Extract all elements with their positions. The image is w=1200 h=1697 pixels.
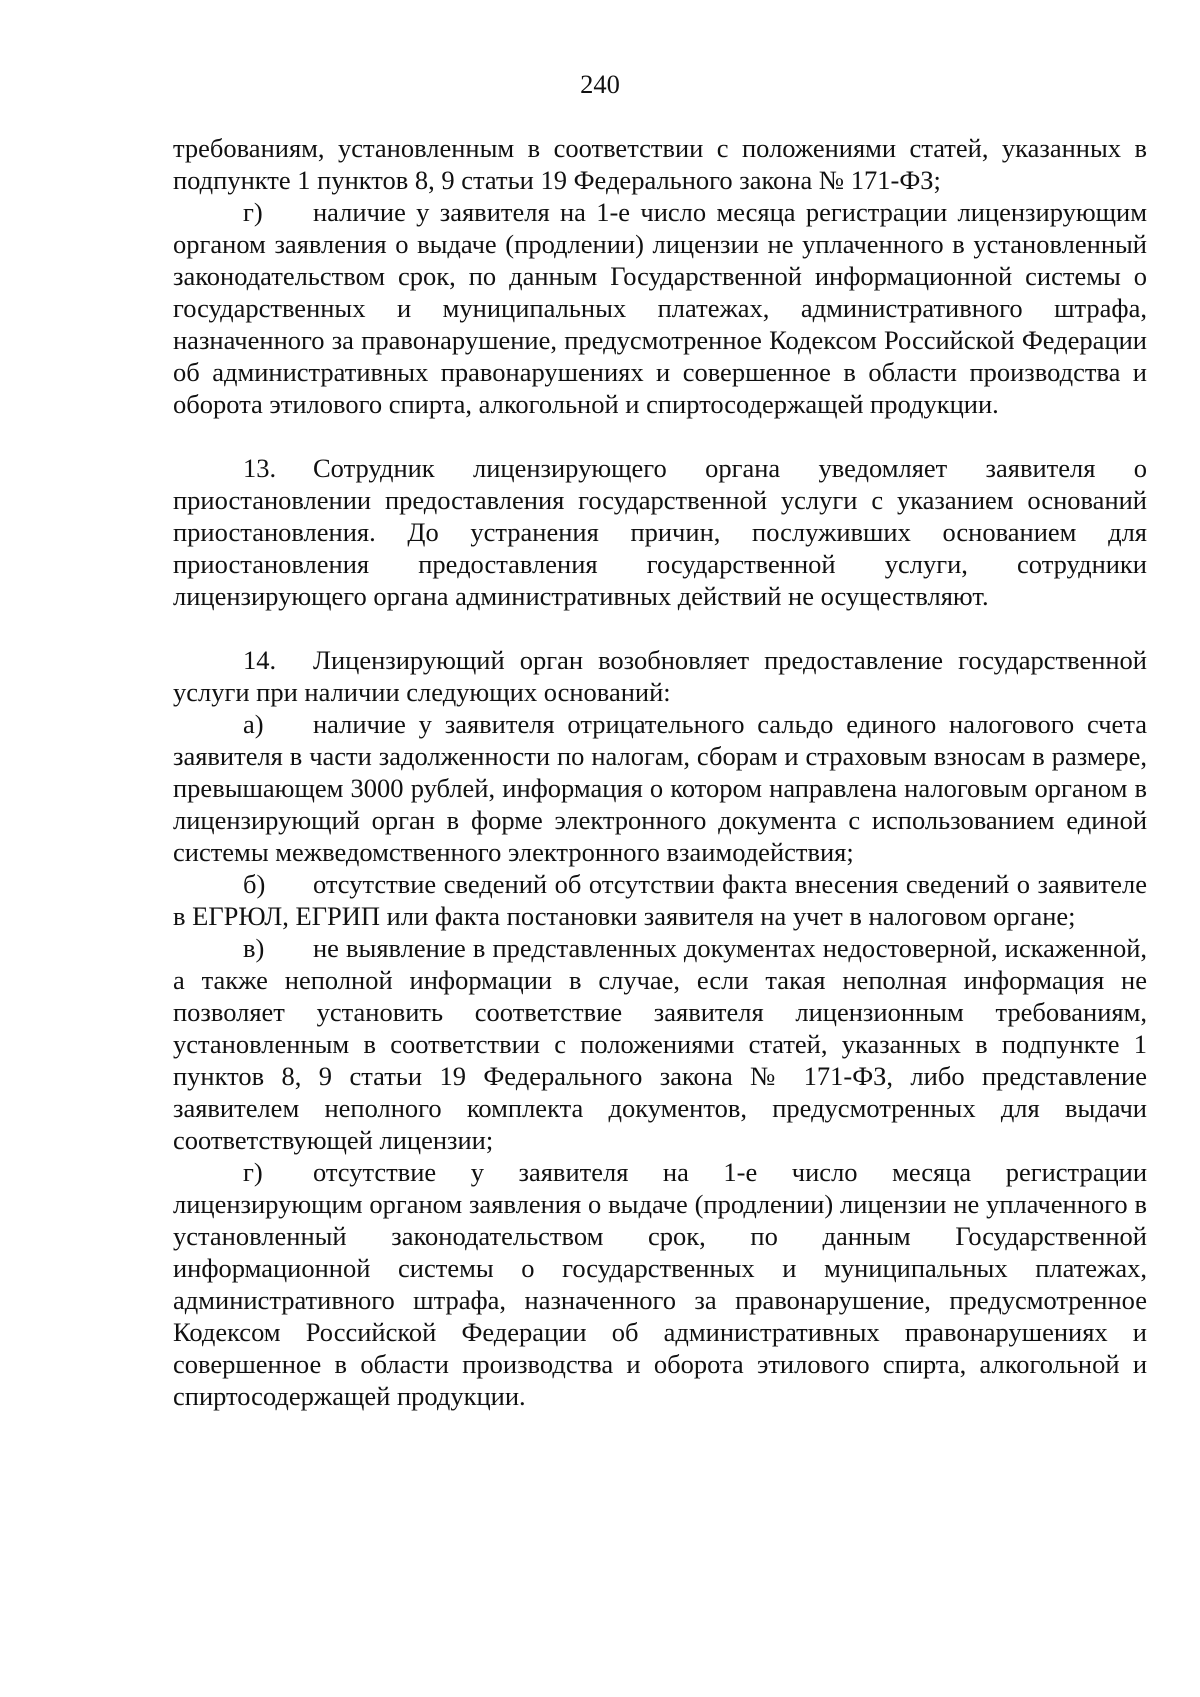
subitem-marker: в) bbox=[243, 933, 265, 963]
subitem-marker: г) bbox=[243, 197, 263, 227]
item-marker: 13. bbox=[243, 453, 277, 483]
paragraph-text: Сотрудник лицензирующего органа уведомляет заявителя о приостановлении предоставления государственной услуги с указанием оснований приостановления. До устранения причин, послуживших основанием для приостановления предоставления государственной услуги, сотрудники лицензирующего органа административных действий не осуществляют. bbox=[173, 453, 1147, 611]
subitem-g-resumption bbox=[173, 1156, 1147, 1412]
item-14 bbox=[173, 644, 1147, 708]
item-marker: 14. bbox=[243, 645, 277, 675]
subitem-marker: г) bbox=[243, 1157, 263, 1187]
subitem-v bbox=[173, 932, 1147, 1156]
paragraph-text: отсутствие у заявителя на 1-е число месяца регистрации лицензирующим органом заявления о выдаче (продлении) лицензии не уплаченного в установленный законодательством срок, по данным Государственной информационной системы о государственных и муниципальных платежах, административного штрафа, назначенного за правонарушение, предусмотренное Кодексом Российской Федерации об административных правонарушениях и совершенное в области производства и оборота этилового спирта, алкогольной и спиртосодержащей продукции. bbox=[173, 1157, 1147, 1411]
subitem-marker: а) bbox=[243, 709, 264, 739]
paragraph-text: требованиям, установленным в соответствии с положениями статей, указанных в подпункте 1 пунктов 8, 9 статьи 19 Федерального закона № 171-ФЗ; bbox=[173, 133, 1147, 195]
subitem-a bbox=[173, 708, 1147, 868]
paragraph-continuation bbox=[173, 132, 1147, 196]
paragraph-text: Лицензирующий орган возобновляет предоставление государственной услуги при наличии следующих оснований: bbox=[173, 645, 1147, 707]
paragraph-text: отсутствие сведений об отсутствии факта внесения сведений о заявителе в ЕГРЮЛ, ЕГРИП или факта постановки заявителя на учет в налоговом органе; bbox=[173, 869, 1147, 931]
page-number: 240 bbox=[580, 69, 620, 99]
paragraph-text: наличие у заявителя отрицательного сальдо единого налогового счета заявителя в части задолженности по налогам, сборам и страховым взносам в размере, превышающем 3000 рублей, информация о котором направлена налоговым органом в лицензирующий орган в форме электронного документа с использованием единой системы межведомственного электронного взаимодействия; bbox=[173, 709, 1147, 867]
paragraph-text: наличие у заявителя на 1-е число месяца регистрации лицензирующим органом заявления о выдаче (продлении) лицензии не уплаченного в установленный законодательством срок, по данным Государственной информационной системы о государственных и муниципальных платежах, административного штрафа, назначенного за правонарушение, предусмотренное Кодексом Российской Федерации об административных правонарушениях и совершенное в области производства и оборота этилового спирта, алкогольной и спиртосодержащей продукции. bbox=[173, 197, 1147, 419]
paragraph-text: не выявление в представленных документах недостоверной, искаженной, а также неполной информации в случае, если такая неполная информация не позволяет установить соответствие заявителя лицензионным требованиям, установленным в соответствии с положениями статей, указанных в подпункте 1 пунктов 8, 9 статьи 19 Федерального закона № 171-ФЗ, либо представление заявителем неполного комплекта документов, предусмотренных для выдачи соответствующей лицензии; bbox=[173, 933, 1147, 1155]
item-13 bbox=[173, 452, 1147, 612]
subitem-marker: б) bbox=[243, 869, 266, 899]
document-body bbox=[173, 132, 1147, 1412]
subitem-b bbox=[173, 868, 1147, 932]
subitem-g-suspension bbox=[173, 196, 1147, 420]
